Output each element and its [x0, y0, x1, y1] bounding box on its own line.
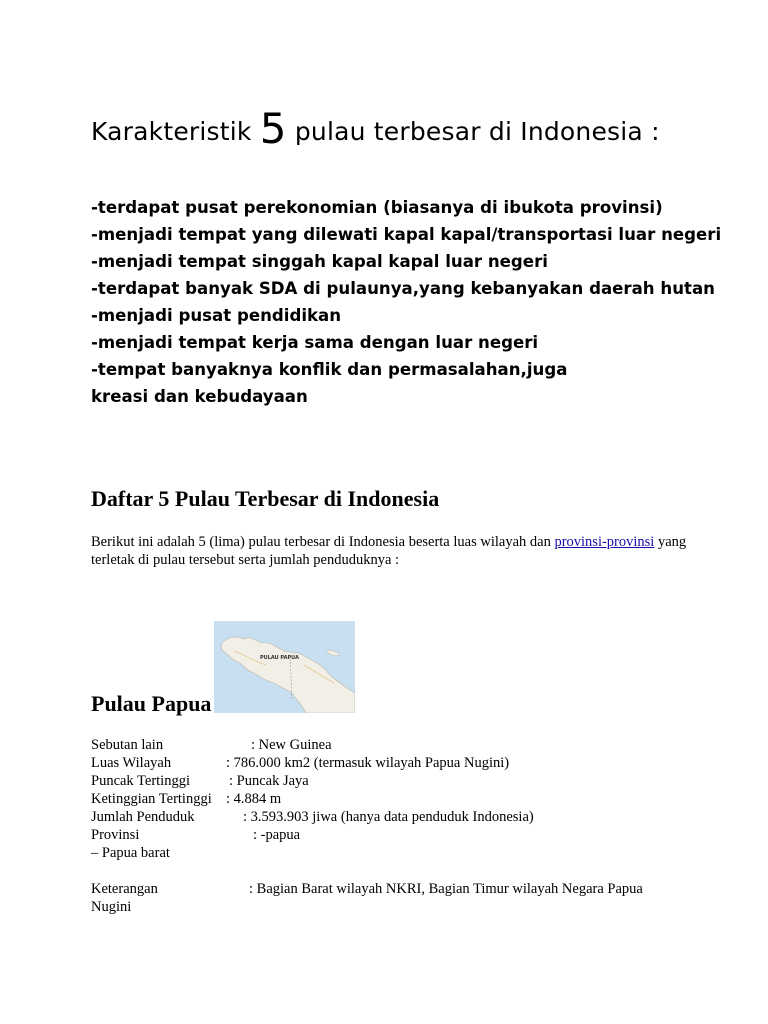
info-value: : 3.593.903 jiwa (hanya data penduduk Indonesia)	[243, 809, 534, 825]
papua-map-image	[214, 621, 355, 713]
title-number: 5	[259, 104, 287, 153]
info-row	[91, 736, 691, 754]
papua-heading: Pulau Papua	[91, 691, 212, 716]
info-value: : Bagian Barat wilayah NKRI, Bagian Timur wilayah Negara Papua Nugini	[91, 881, 643, 915]
info-value: : New Guinea	[251, 737, 332, 753]
provinsi-link[interactable]: provinsi-provinsi	[554, 534, 655, 550]
intro-paragraph	[91, 533, 691, 569]
info-key: Provinsi	[91, 827, 140, 843]
info-row	[91, 826, 691, 844]
info-value: : -papua	[253, 827, 301, 843]
info-key: Puncak Tertinggi	[91, 773, 190, 789]
intro-text-end: yang terletak di pulau tersebut serta jumlah penduduknya :	[91, 534, 687, 568]
info-key: Luas Wilayah	[91, 755, 172, 771]
papua-info	[91, 736, 691, 916]
list-item: -menjadi pusat pendidikan	[91, 306, 342, 325]
list-item: -menjadi tempat singgah kapal kapal luar negeri	[91, 252, 548, 271]
info-row	[91, 844, 691, 862]
characteristics-list	[91, 194, 731, 410]
info-value: : Puncak Jaya	[229, 773, 309, 789]
list-item: -tempat banyaknya konflik dan permasalahan,juga kreasi dan kebudayaan	[91, 360, 568, 406]
map-label: PULAU PAPUA	[260, 655, 299, 661]
info-row	[91, 754, 691, 772]
list-item: -menjadi tempat yang dilewati kapal kapal/transportasi luar negeri	[91, 225, 722, 244]
info-row	[91, 808, 691, 826]
page-title	[91, 104, 660, 153]
info-value: : 4.884 m	[226, 791, 282, 807]
info-key: Jumlah Penduduk	[91, 809, 195, 825]
title-prefix: Karakteristik	[91, 117, 260, 146]
info-key: Ketinggian Tertinggi	[91, 791, 212, 807]
title-suffix: pulau terbesar di Indonesia :	[286, 117, 660, 146]
info-key: – Papua barat	[91, 845, 170, 861]
list-item: -terdapat pusat perekonomian (biasanya di ibukota provinsi)	[91, 198, 663, 217]
intro-text: Berikut ini adalah 5 (lima) pulau terbesar di Indonesia beserta luas wilayah dan	[91, 534, 555, 550]
info-key: Sebutan lain	[91, 737, 164, 753]
list-item: -menjadi tempat kerja sama dengan luar negeri	[91, 333, 539, 352]
list-item: -terdapat banyak SDA di pulaunya,yang kebanyakan daerah hutan	[91, 279, 715, 298]
info-row	[91, 790, 691, 808]
info-key: Keterangan	[91, 881, 158, 897]
section-heading: Daftar 5 Pulau Terbesar di Indonesia	[91, 486, 440, 511]
info-value: : 786.000 km2 (termasuk wilayah Papua Nugini)	[226, 755, 510, 771]
info-row	[91, 772, 691, 790]
keterangan-row	[91, 880, 691, 916]
